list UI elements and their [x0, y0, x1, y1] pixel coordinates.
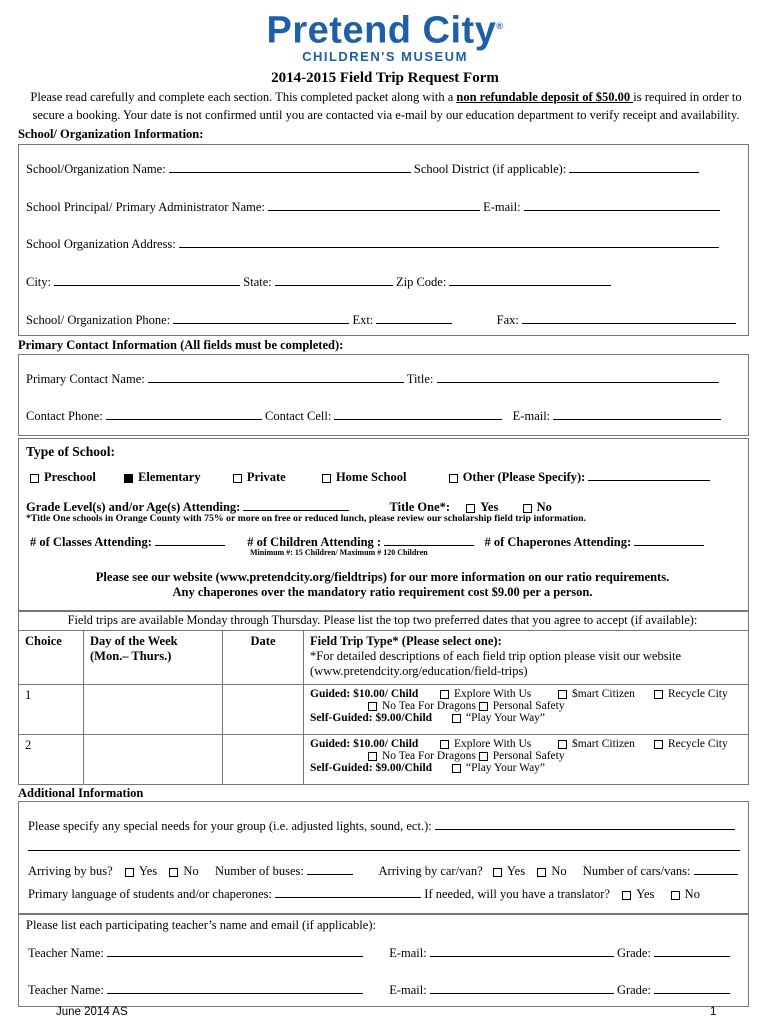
checkbox-icon	[368, 702, 377, 711]
principal-row: School Principal/ Primary Administrator Name: E-mail:	[26, 198, 720, 215]
attendance-row: # of Classes Attending: # of Children Attending : # of Chaperones Attending:	[30, 533, 704, 550]
page-number: 1	[710, 1006, 717, 1018]
checkbox-icon	[479, 752, 488, 761]
chaperones-field[interactable]	[634, 533, 704, 546]
car-no[interactable]: No	[537, 864, 566, 878]
option-private[interactable]: Private	[233, 470, 286, 484]
checkbox-icon	[452, 714, 461, 723]
checkbox-icon	[493, 868, 502, 877]
language-field[interactable]	[275, 885, 421, 898]
checkbox-icon	[523, 504, 532, 513]
form-title: 2014-2015 Field Trip Request Form	[271, 70, 499, 86]
type-cell: Guided: $10.00/ Child Explore With Us $mart Citizen Recycle City No Tea For Dragons Personal Safety Self-Guided: $9.00/Child “Play Your Way”	[304, 685, 749, 735]
checkbox-icon	[466, 504, 475, 513]
logo-subtitle: CHILDREN'S MUSEUM	[302, 48, 468, 64]
checkbox-icon	[169, 868, 178, 877]
city-row: City: State: Zip Code:	[26, 273, 611, 290]
option-recycle-city[interactable]: Recycle City	[654, 738, 728, 750]
checkbox-checked-icon	[124, 474, 133, 483]
city-field[interactable]	[54, 273, 240, 286]
option-smart-citizen[interactable]: $mart Citizen	[558, 738, 654, 750]
checkbox-icon	[654, 690, 663, 699]
school-phone-field[interactable]	[173, 311, 349, 324]
needs-field[interactable]	[435, 817, 735, 830]
checkbox-icon	[654, 740, 663, 749]
choice-cell: 2	[19, 735, 84, 785]
checkbox-icon	[537, 868, 546, 877]
needs-field-line-2[interactable]	[28, 850, 740, 851]
title-one-no[interactable]: No	[523, 500, 552, 514]
option-play-your-way[interactable]: “Play Your Way”	[452, 762, 545, 774]
option-other[interactable]: Other (Please Specify):	[449, 470, 586, 484]
checkbox-icon	[622, 891, 631, 900]
option-home-school[interactable]: Home School	[322, 470, 406, 484]
table-header-row	[19, 631, 749, 685]
col-day: Day of the Week (Mon.– Thurs.)	[84, 631, 223, 685]
option-no-tea[interactable]: No Tea For Dragons	[368, 750, 476, 762]
option-personal-safety[interactable]: Personal Safety	[479, 700, 565, 712]
form-intro: Please read carefully and complete each section. This completed packet along with a non refundable deposit of $50.00 is required in order to secure a booking. Your date is not confirmed until you are contacted via e-mail by our education department to verify receipt and availability.	[30, 90, 742, 122]
state-field[interactable]	[275, 273, 393, 286]
col-choice: Choice	[19, 631, 84, 685]
checkbox-icon	[322, 474, 331, 483]
cars-field[interactable]	[694, 862, 738, 875]
checkbox-icon	[558, 740, 567, 749]
option-no-tea[interactable]: No Tea For Dragons	[368, 700, 476, 712]
contact-phone-field[interactable]	[106, 407, 262, 420]
principal-email-field[interactable]	[524, 198, 720, 211]
option-explore[interactable]: Explore With Us	[440, 688, 558, 700]
principal-name-field[interactable]	[268, 198, 480, 211]
checkbox-icon	[125, 868, 134, 877]
table-row	[19, 685, 749, 735]
choice-cell: 1	[19, 685, 84, 735]
min-max-note: Minimum #: 15 Children/ Maximum # 120 Children	[250, 548, 428, 557]
day-cell[interactable]	[84, 685, 223, 735]
address-row: School Organization Address:	[26, 235, 719, 252]
checkbox-icon	[440, 690, 449, 699]
children-field[interactable]	[384, 533, 474, 546]
checkbox-icon	[671, 891, 680, 900]
option-play-your-way[interactable]: “Play Your Way”	[452, 712, 545, 724]
school-type-heading: Type of School:	[26, 444, 116, 459]
checkbox-icon	[440, 740, 449, 749]
checkbox-icon	[452, 764, 461, 773]
checkbox-icon	[449, 474, 458, 483]
other-specify-field[interactable]	[588, 468, 710, 481]
contact-phone-row: Contact Phone: Contact Cell: E-mail:	[26, 407, 721, 424]
teacher-row: Teacher Name: E-mail: Grade:	[28, 944, 730, 961]
option-elementary[interactable]: Elementary	[124, 470, 200, 484]
checkbox-icon	[368, 752, 377, 761]
needs-row: Please specify any special needs for your group (i.e. adjusted lights, sound, ect.):	[28, 817, 735, 834]
field-trip-table	[18, 630, 749, 785]
contact-email-field[interactable]	[553, 407, 721, 420]
checkbox-icon	[479, 702, 488, 711]
col-date: Date	[223, 631, 304, 685]
option-preschool[interactable]: Preschool	[30, 470, 96, 484]
date-cell[interactable]	[223, 735, 304, 785]
teachers-intro: Please list each participating teacher’s name and email (if applicable):	[26, 918, 376, 932]
translator-no[interactable]: No	[671, 887, 700, 901]
school-name-field[interactable]	[169, 160, 411, 173]
school-district-field[interactable]	[569, 160, 699, 173]
fax-field[interactable]	[522, 311, 736, 324]
table-row	[19, 735, 749, 785]
dates-intro: Field trips are available Monday through Thursday. Please list the top two preferred dates that you agree to accept (if available):	[67, 613, 698, 627]
contact-section-heading: Primary Contact Information (All fields must be completed):	[18, 338, 344, 352]
bus-no[interactable]: No	[169, 864, 198, 878]
grade-row: Grade Level(s) and/or Age(s) Attending: Title One*: Yes No	[26, 500, 552, 514]
checkbox-icon	[30, 474, 39, 483]
teacher-email-field[interactable]	[430, 981, 614, 994]
option-personal-safety[interactable]: Personal Safety	[479, 750, 565, 762]
website-note-2: Any chaperones over the mandatory ratio requirement cost $9.00 per a person.	[172, 585, 593, 599]
grade-field[interactable]	[243, 498, 349, 511]
logo-wordmark: Pretend City®	[266, 9, 504, 52]
contact-title-field[interactable]	[437, 370, 719, 383]
buses-field[interactable]	[307, 862, 353, 875]
contact-name-field[interactable]	[148, 370, 404, 383]
zip-field[interactable]	[449, 273, 611, 286]
language-row: Primary language of students and/or chaperones: If needed, will you have a translator? Yes No	[28, 887, 700, 901]
footer-date: June 2014 AS	[56, 1006, 128, 1018]
ext-field[interactable]	[376, 311, 452, 324]
option-smart-citizen[interactable]: $mart Citizen	[558, 688, 654, 700]
classes-field[interactable]	[155, 533, 225, 546]
teacher-row: Teacher Name: E-mail: Grade:	[28, 981, 730, 998]
option-explore[interactable]: Explore With Us	[440, 738, 558, 750]
additional-section-heading: Additional Information	[18, 786, 144, 800]
type-cell: Guided: $10.00/ Child Explore With Us $mart Citizen Recycle City No Tea For Dragons Personal Safety Self-Guided: $9.00/Child “Play Your Way”	[304, 735, 749, 785]
car-yes[interactable]: Yes	[493, 864, 525, 878]
transport-row: Arriving by bus? Yes No Number of buses: Arriving by car/van? Yes No Number of cars/vans:	[28, 862, 738, 879]
title-one-yes[interactable]: Yes	[466, 500, 498, 514]
logo	[0, 6, 770, 64]
teacher-name-field[interactable]	[107, 944, 363, 957]
option-recycle-city[interactable]: Recycle City	[654, 688, 728, 700]
bus-yes[interactable]: Yes	[125, 864, 157, 878]
col-type: Field Trip Type* (Please select one): *For detailed descriptions of each field trip option please visit our website (www.pretendcity.org/education/field-trips)	[304, 631, 749, 685]
teacher-name-field[interactable]	[107, 981, 363, 994]
school-name-row: School/Organization Name: School District (if applicable):	[26, 160, 699, 177]
school-section-heading: School/ Organization Information:	[18, 127, 204, 141]
date-cell[interactable]	[223, 685, 304, 735]
contact-cell-field[interactable]	[334, 407, 502, 420]
teacher-grade-field[interactable]	[654, 981, 730, 994]
translator-yes[interactable]: Yes	[622, 887, 654, 901]
phone-row: School/ Organization Phone: Ext: Fax:	[26, 311, 736, 328]
contact-name-row: Primary Contact Name: Title:	[26, 370, 719, 387]
day-cell[interactable]	[84, 735, 223, 785]
website-note-1: Please see our website (www.pretendcity.org/fieldtrips) for our more information on our ratio requirements.	[95, 570, 670, 584]
checkbox-icon	[233, 474, 242, 483]
title-one-note: *Title One schools in Orange County with 75% or more on free or reduced lunch, please review our scholarship field trip information.	[26, 513, 586, 524]
school-address-field[interactable]	[179, 235, 719, 248]
teacher-email-field[interactable]	[430, 944, 614, 957]
school-type-options	[30, 468, 710, 485]
teacher-grade-field[interactable]	[654, 944, 730, 957]
checkbox-icon	[558, 690, 567, 699]
